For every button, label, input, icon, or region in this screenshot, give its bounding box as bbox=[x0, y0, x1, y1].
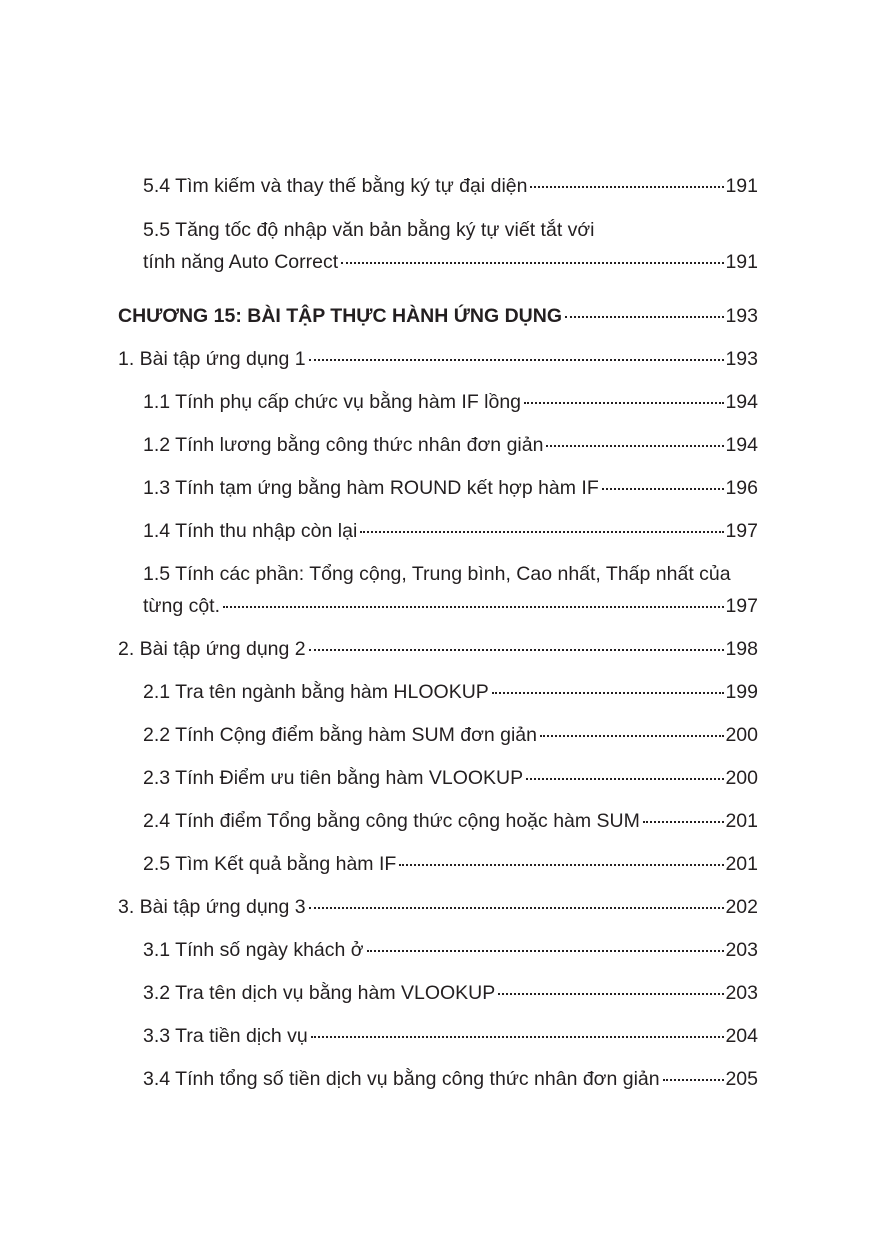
toc-entry[interactable] bbox=[143, 1020, 758, 1052]
toc-entry[interactable] bbox=[143, 386, 758, 418]
toc-entry-title: 2.2 Tính Cộng điểm bằng hàm SUM đơn giản bbox=[143, 724, 537, 746]
dot-leader bbox=[565, 316, 724, 318]
toc-entry-page: 199 bbox=[725, 681, 758, 703]
toc-entry[interactable] bbox=[143, 558, 758, 622]
dot-leader bbox=[367, 950, 725, 952]
dot-leader bbox=[492, 692, 725, 694]
toc-entry-page: 191 bbox=[725, 175, 758, 197]
toc-entry-page: 194 bbox=[725, 434, 758, 456]
toc-entry-page: 198 bbox=[725, 638, 758, 660]
dot-leader bbox=[341, 262, 724, 264]
toc-entry[interactable] bbox=[143, 170, 758, 202]
toc-entry[interactable] bbox=[143, 805, 758, 837]
toc-entry-title: 3.2 Tra tên dịch vụ bằng hàm VLOOKUP bbox=[143, 982, 496, 1004]
toc-entry-page: 202 bbox=[725, 896, 758, 918]
toc-entry-page: 205 bbox=[725, 1068, 758, 1090]
dot-leader bbox=[524, 402, 724, 404]
dot-leader bbox=[546, 445, 724, 447]
toc-entry-title: 3. Bài tập ứng dụng 3 bbox=[118, 896, 306, 918]
toc-entry-title: từng cột. bbox=[143, 595, 221, 617]
toc-entry-title: 1. Bài tập ứng dụng 1 bbox=[118, 348, 306, 370]
toc-entry-title: 3.3 Tra tiền dịch vụ bbox=[143, 1025, 308, 1047]
dot-leader bbox=[540, 735, 724, 737]
dot-leader bbox=[360, 531, 724, 533]
toc-entry[interactable] bbox=[143, 719, 758, 751]
toc-entry-title: 3.4 Tính tổng số tiền dịch vụ bằng công thức nhân đơn giản bbox=[143, 1068, 660, 1090]
toc-entry[interactable] bbox=[143, 1063, 758, 1095]
toc-entry[interactable] bbox=[143, 977, 758, 1009]
toc-entry-title: tính năng Auto Correct bbox=[143, 251, 339, 273]
toc-entry[interactable] bbox=[143, 934, 758, 966]
dot-leader bbox=[663, 1079, 725, 1081]
toc-entry-page: 203 bbox=[725, 982, 758, 1004]
toc-entry-page: 197 bbox=[725, 520, 758, 542]
toc-chapter-title: CHƯƠNG 15: BÀI TẬP THỰC HÀNH ỨNG DỤNG bbox=[118, 305, 562, 327]
dot-leader bbox=[223, 606, 724, 608]
dot-leader bbox=[309, 907, 725, 909]
toc-entry-title: 3.1 Tính số ngày khách ở bbox=[143, 939, 364, 961]
toc-section-entry[interactable] bbox=[118, 891, 758, 923]
toc-entry-title: 2.3 Tính Điểm ưu tiên bằng hàm VLOOKUP bbox=[143, 767, 524, 789]
toc-entry[interactable] bbox=[143, 515, 758, 547]
toc-entry[interactable] bbox=[143, 472, 758, 504]
toc-entry-title: 1.4 Tính thu nhập còn lại bbox=[143, 520, 358, 542]
toc-entry-title: 2.1 Tra tên ngành bằng hàm HLOOKUP bbox=[143, 681, 489, 703]
toc-entry-title: 2.4 Tính điểm Tổng bằng công thức cộng hoặc hàm SUM bbox=[143, 810, 640, 832]
toc-entry-page: 200 bbox=[725, 724, 758, 746]
toc-entry-title: 2.5 Tìm Kết quả bằng hàm IF bbox=[143, 853, 397, 875]
toc-entry-page: 201 bbox=[725, 853, 758, 875]
dot-leader bbox=[526, 778, 724, 780]
toc-entry-page: 197 bbox=[725, 595, 758, 617]
dot-leader bbox=[643, 821, 725, 823]
toc-entry-page: 200 bbox=[725, 767, 758, 789]
toc-entry-page: 203 bbox=[725, 939, 758, 961]
toc-entry[interactable] bbox=[143, 676, 758, 708]
dot-leader bbox=[309, 359, 725, 361]
toc-entry-page: 201 bbox=[725, 810, 758, 832]
toc-entry-page: 193 bbox=[725, 348, 758, 370]
toc-entry[interactable] bbox=[143, 762, 758, 794]
dot-leader bbox=[399, 864, 724, 866]
toc-entry-title-line: 5.5 Tăng tốc độ nhập văn bản bằng ký tự viết tắt với bbox=[143, 219, 595, 241]
toc-entry[interactable] bbox=[143, 214, 758, 278]
toc-entry-title: 5.4 Tìm kiếm và thay thế bằng ký tự đại diện bbox=[143, 175, 528, 197]
toc-entry[interactable] bbox=[143, 848, 758, 880]
toc-section-entry[interactable] bbox=[118, 633, 758, 665]
dot-leader bbox=[498, 993, 724, 995]
toc-entry-title: 1.2 Tính lương bằng công thức nhân đơn giản bbox=[143, 434, 544, 456]
toc-chapter-entry[interactable] bbox=[118, 300, 758, 332]
dot-leader bbox=[530, 186, 724, 188]
toc-entry-page: 204 bbox=[725, 1025, 758, 1047]
toc-entry-page: 191 bbox=[725, 251, 758, 273]
toc-entry-page: 193 bbox=[725, 305, 758, 327]
toc-entry-title-line: 1.5 Tính các phần: Tổng cộng, Trung bình, Cao nhất, Thấp nhất của bbox=[143, 563, 731, 585]
toc-entry-title: 1.1 Tính phụ cấp chức vụ bằng hàm IF lồng bbox=[143, 391, 522, 413]
toc-entry-title: 2. Bài tập ứng dụng 2 bbox=[118, 638, 306, 660]
toc-entry[interactable] bbox=[143, 429, 758, 461]
toc-entry-title: 1.3 Tính tạm ứng bằng hàm ROUND kết hợp hàm IF bbox=[143, 477, 599, 499]
toc-entry-page: 196 bbox=[725, 477, 758, 499]
dot-leader bbox=[309, 649, 725, 651]
dot-leader bbox=[311, 1036, 725, 1038]
dot-leader bbox=[602, 488, 725, 490]
toc-entry-page: 194 bbox=[725, 391, 758, 413]
toc-section-entry[interactable] bbox=[118, 343, 758, 375]
